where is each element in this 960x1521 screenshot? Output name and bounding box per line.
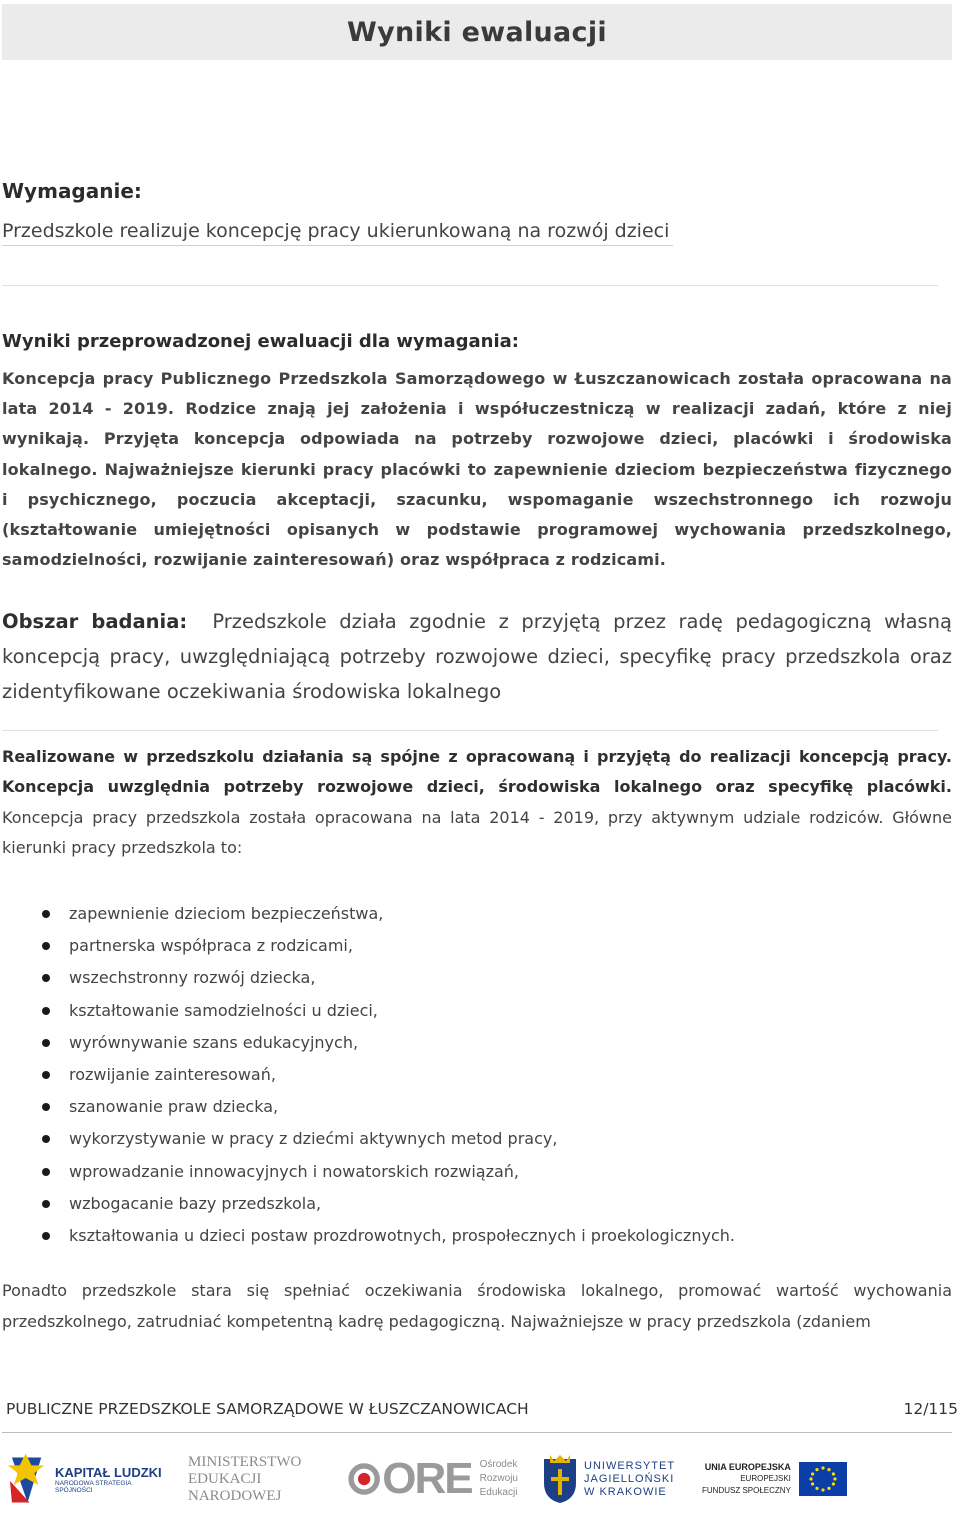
bullet-icon [42, 910, 50, 918]
list-item: wzbogacanie bazy przedszkola, [0, 1188, 950, 1220]
uj-crest-icon [542, 1453, 578, 1505]
uj-logo: UNIWERSYTET JAGIELLOŃSKI W KRAKOWIE [542, 1440, 682, 1518]
list-item: kształtowanie samodzielności u dzieci, [0, 995, 950, 1027]
findings-text: Koncepcja pracy przedszkola została opracowana na lata 2014 - 2019, przy aktywnym udziale rodziców. Główne kierunki pracy przedszkola to: [2, 807, 952, 857]
list-item: wyrównywanie szans edukacyjnych, [0, 1027, 950, 1059]
page-title: Wyniki ewaluacji [347, 16, 607, 48]
men-logo [188, 1440, 313, 1518]
bullet-icon [42, 1135, 50, 1143]
eu-logo: UNIA EUROPEJSKA EUROPEJSKI FUNDUSZ SPOŁECZNY [702, 1440, 862, 1518]
list-item: rozwijanie zainteresowań, [0, 1059, 950, 1091]
men-line-2: EDUKACJI [188, 1470, 262, 1487]
divider [2, 730, 938, 731]
ore-logo: ORE Ośrodek Rozwoju Edukacji [348, 1440, 518, 1518]
area-text: Przedszkole działa zgodnie z przyjętą przez radę pedagogiczną własną koncepcją pracy, uwzględniającą potrzeby rozwojowe dzieci, specyfikę pracy przedszkola oraz zidentyfikowane oczekiwania środowiska lokalnego [2, 610, 952, 703]
men-line-3: NARODOWEJ [188, 1487, 282, 1504]
bullet-icon [42, 1071, 50, 1079]
bullet-icon [42, 974, 50, 982]
findings-bold: Realizowane w przedszkolu działania są spójne z opracowaną i przyjętą do realizacji koncepcją pracy. Koncepcja uwzględnia potrzeby rozwojowe dzieci, środowiska lokalnego oraz specyfikę placówki. [2, 747, 952, 797]
kapital-ludzki-logo [8, 1440, 168, 1518]
results-text: Koncepcja pracy Publicznego Przedszkola Samorządowego w Łuszczanowicach została opracowana na lata 2014 - 2019. Rodzice znają jej założenia i współuczestniczą w realizacji zadań, które z niej wynikają. Przyjęta koncepcja odpowiada na potrzeby rozwojowe dzieci, placówki i środowiska lokalnego. Najważniejsze kierunki pracy placówki to zapewnienie dzieciom bezpieczeństwa fizycznego i psychicznego, poczucia akceptacji, szacunku, wspomaganie wszechstronnego ich rozwoju (kształtowanie umiejętności opisanych w podstawie programowej wychowania przedszkolnego, samodzielności, rozwijanie zainteresowań) oraz współpraca z rodzicami. [2, 369, 952, 570]
list-item: wprowadzanie innowacyjnych i nowatorskich rozwiązań, [0, 1156, 950, 1188]
ore-ring-icon [348, 1458, 380, 1500]
list-item: kształtowania u dzieci postaw prozdrowotnych, prospołecznych i proekologicznych. [0, 1220, 950, 1252]
footer-institution: PUBLICZNE PRZEDSZKOLE SAMORZĄDOWE W ŁUSZCZANOWICACH [6, 1400, 529, 1418]
eu-flag-icon [799, 1462, 847, 1496]
bullet-icon [42, 1200, 50, 1208]
ore-wordmark: ORE [382, 1454, 472, 1503]
findings-paragraph [2, 742, 952, 863]
page-footer [6, 1400, 958, 1418]
results-label: Wyniki przeprowadzonej ewaluacji dla wymagania: [2, 331, 519, 352]
kl-sub: NARODOWA STRATEGIA SPÓJNOŚCI [55, 1479, 132, 1494]
list-item: szanowanie praw dziecka, [0, 1091, 950, 1123]
area-label: Obszar badania: [2, 610, 188, 633]
bullet-icon [42, 1103, 50, 1111]
directions-list [0, 898, 950, 1252]
men-line-1: MINISTERSTWO [188, 1453, 302, 1470]
bullet-icon [42, 1168, 50, 1176]
bullet-icon [42, 1007, 50, 1015]
list-item: partnerska współpraca z rodzicami, [0, 930, 950, 962]
footer-divider [2, 1432, 952, 1433]
bullet-icon [42, 1232, 50, 1240]
requirement-label: Wymaganie: [2, 179, 142, 203]
area-paragraph [2, 604, 952, 709]
page-title-bar [2, 4, 952, 60]
logo-strip [0, 1440, 960, 1518]
bullet-icon [42, 942, 50, 950]
divider [2, 285, 938, 286]
list-item: wszechstronny rozwój dziecka, [0, 962, 950, 994]
page-number: 12/115 [903, 1400, 958, 1418]
requirement-text: Przedszkole realizuje koncepcję pracy ukierunkowaną na rozwój dzieci [2, 220, 673, 246]
kapital-ludzki-icon [8, 1451, 51, 1507]
bullet-icon [42, 1039, 50, 1047]
kl-name: KAPITAŁ LUDZKI [55, 1464, 162, 1480]
list-item: zapewnienie dzieciom bezpieczeństwa, [0, 898, 950, 930]
list-item: wykorzystywanie w pracy z dziećmi aktywnych metod pracy, [0, 1123, 950, 1155]
closing-paragraph: Ponadto przedszkole stara się spełniać oczekiwania środowiska lokalnego, promować wartość wychowania przedszkolnego, zatrudniać kompetentną kadrę pedagogiczną. Najważniejsze w pracy przedszkola (zdaniem [2, 1281, 952, 1331]
